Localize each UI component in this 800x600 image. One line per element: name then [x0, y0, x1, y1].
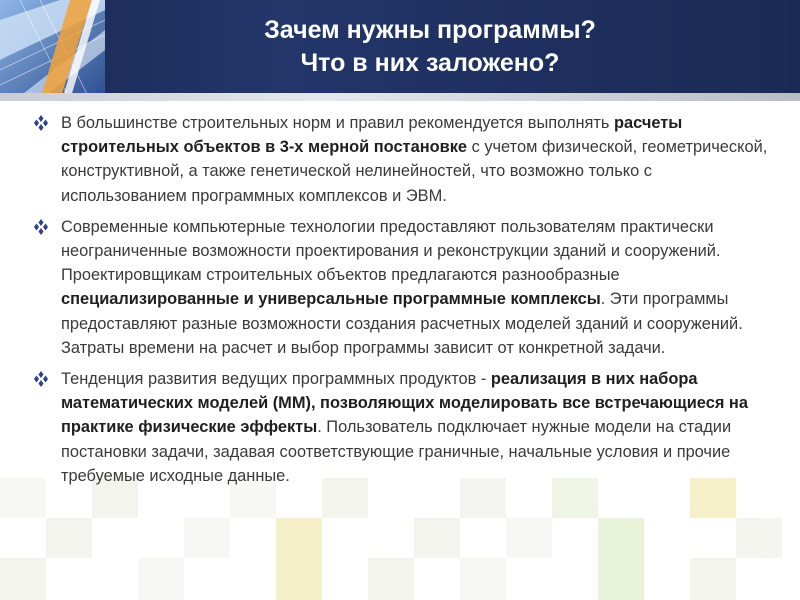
header-divider [0, 93, 800, 101]
checker-background [0, 478, 800, 600]
text-segment: В большинстве строительных норм и правил рекомендуется выполнять [61, 114, 614, 132]
page-title [110, 14, 750, 80]
text-segment: Современные компьютерные технологии предоставляют пользователям практически неограниченные возможности проектирования и реконструкции зданий и сооружений. Проектировщикам строительных объектов предлагаются разнообразные [61, 217, 721, 285]
text-segment: . Эти программы предоставляют разные возможности создания расчетных моделей зданий и сооружений. Затраты времени на расчет и выбор программы зависит от конкретной задачи. [61, 290, 743, 357]
diamond-bullet-icon [34, 111, 52, 135]
diamond-bullet-icon [34, 215, 52, 239]
paragraph-1 [61, 111, 774, 208]
list-item [34, 215, 774, 360]
text-segment: . Пользователь подключает нужные модели на стадии постановки задачи, задавая соответствующие граничные, начальные условия и прочие требуемые исходные данные. [61, 418, 732, 485]
header-band [0, 0, 800, 93]
content-list [34, 111, 774, 495]
text-segment: Тенденция развития ведущих программных продуктов - [61, 370, 491, 389]
bold-segment: расчеты строительных объектов в 3-х мерной постановке [61, 114, 683, 157]
text-segment: с учетом физической, геометрической, конструктивной, а также генетической нелинейностей, что возможно только с использованием программных комплексов и ЭВМ. [61, 138, 768, 205]
building-blueprint-icon [0, 0, 105, 93]
paragraph-2 [61, 215, 774, 360]
title-line-2: Что в них заложено? [300, 49, 560, 77]
list-item [34, 111, 774, 208]
paragraph-3 [61, 367, 774, 488]
list-item [34, 367, 774, 488]
title-line-1: Зачем нужны программы? [264, 16, 596, 44]
bold-segment: специализированные и универсальные программные комплексы [61, 290, 601, 309]
bold-segment: реализация в них набора математических моделей (ММ), позволяющих моделировать все встречающиеся на практике физические эффекты [61, 370, 748, 437]
diamond-bullet-icon [34, 367, 52, 391]
